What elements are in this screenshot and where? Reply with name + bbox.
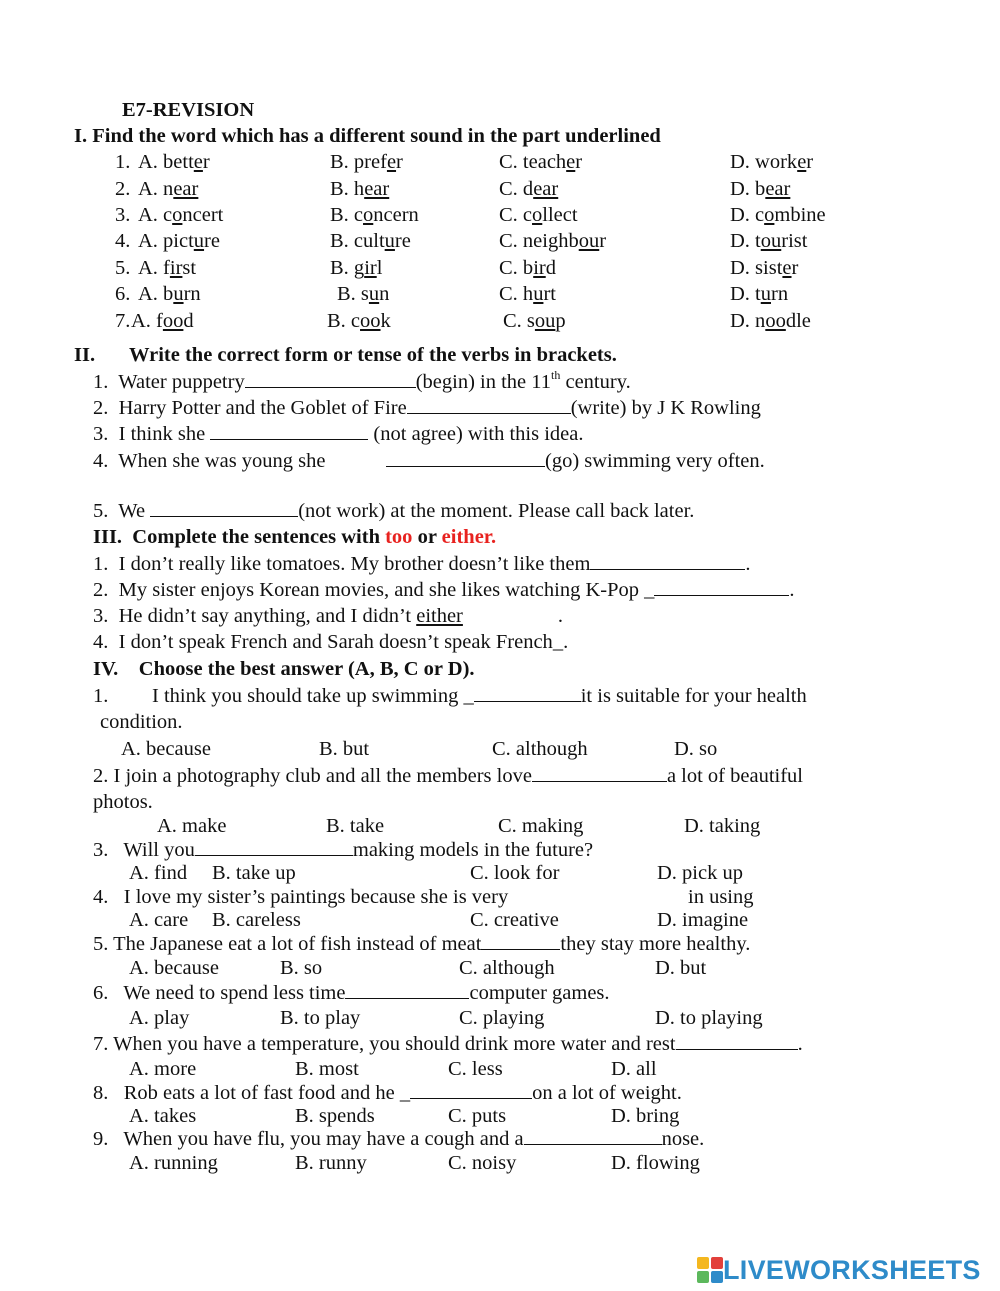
underlined-part: u <box>760 283 771 305</box>
s1-option-c[interactable]: C. hurt <box>499 283 556 305</box>
section-4-heading: IV. Choose the best answer (A, B, C or D). <box>93 658 475 680</box>
s4-q6-option-d[interactable]: D. to playing <box>655 1007 763 1029</box>
s1-option-c[interactable]: C. bird <box>499 257 556 279</box>
s1-option-c[interactable]: C. dear <box>499 178 559 200</box>
s4-q8-option-a[interactable]: A. takes <box>129 1105 197 1127</box>
answer-blank[interactable] <box>386 449 545 467</box>
underlined-part: ir <box>169 257 183 279</box>
s1-option-d[interactable]: D. worker <box>730 151 814 173</box>
s1-option-a[interactable]: A. picture <box>138 230 220 252</box>
s1-row-number: 2. <box>115 178 131 200</box>
underlined-part: u <box>173 283 184 305</box>
underlined-part: ir <box>364 257 377 279</box>
underlined-part: o <box>532 204 543 226</box>
s4-q2-option-d[interactable]: D. taking <box>684 815 761 837</box>
s2-question-1: 1. Water puppetry (begin) in the 11th century. <box>93 368 631 393</box>
answer-blank[interactable] <box>407 396 571 414</box>
s1-option-a[interactable]: A. concert <box>138 204 224 226</box>
s1-row-number: 6. <box>115 283 131 305</box>
s1-option-d[interactable]: D. sister <box>730 257 799 279</box>
s1-option-a[interactable]: A. better <box>138 151 210 173</box>
section-3-heading: III. Complete the sentences with too or either. <box>93 526 497 548</box>
liveworksheets-logo[interactable] <box>697 1255 981 1285</box>
underlined-part: o <box>363 204 374 226</box>
s4-q7-option-c[interactable]: C. less <box>448 1058 503 1080</box>
underlined-part: ou <box>760 230 782 252</box>
s3-question-3: 3. He didn’t say anything, and I didn’t either . <box>93 605 564 627</box>
s1-option-b[interactable]: B. culture <box>330 230 411 252</box>
answer-blank[interactable] <box>481 932 560 950</box>
s4-question-3: 3. Will you making models in the future? <box>93 839 594 861</box>
underlined-part: u <box>384 230 395 252</box>
s4-q1-option-c[interactable]: C. although <box>492 738 588 760</box>
underlined-part: e <box>193 151 203 173</box>
underlined-part: u <box>368 283 380 305</box>
s4-q4-option-a[interactable]: A. care <box>129 909 189 931</box>
s1-option-a[interactable]: A. near <box>138 178 199 200</box>
s4-q9-option-d[interactable]: D. flowing <box>611 1152 700 1174</box>
s1-option-c[interactable]: C. teacher <box>499 151 583 173</box>
s1-option-b[interactable]: B. sun <box>337 283 390 305</box>
underlined-part: e <box>797 151 807 173</box>
answer-blank[interactable] <box>150 499 298 517</box>
underlined-part: o <box>172 204 183 226</box>
s4-q8-option-b[interactable]: B. spends <box>295 1105 375 1127</box>
s4-q4-option-b[interactable]: B. careless <box>212 909 301 931</box>
s4-q9-option-c[interactable]: C. noisy <box>448 1152 517 1174</box>
answer-blank[interactable] <box>195 838 353 856</box>
s1-option-c[interactable]: C. collect <box>499 204 578 226</box>
underlined-part: e <box>566 151 576 173</box>
s1-option-d[interactable]: D. combine <box>730 204 826 226</box>
underlined-part: oo <box>162 310 184 332</box>
s2-question-4: 4. When she was young she <box>93 450 326 472</box>
answer-blank[interactable] <box>410 1081 532 1099</box>
s4-q9-option-b[interactable]: B. runny <box>295 1152 367 1174</box>
underlined-part: o <box>764 204 775 226</box>
s3-question-4: 4. I don’t speak French and Sarah doesn’t speak French_. <box>93 631 569 653</box>
underlined-part: ou <box>534 310 556 332</box>
underlined-part: ear <box>364 178 390 200</box>
underlined-part: e <box>386 151 397 173</box>
s4-q9-option-a[interactable]: A. running <box>129 1152 218 1174</box>
section-2-number: II. <box>74 344 96 366</box>
s4-q2-option-c[interactable]: C. making <box>498 815 584 837</box>
s2-question-4-tail: (go) swimming very often. <box>386 449 765 473</box>
s2-question-2: 2. Harry Potter and the Goblet of Fire (write) by J K Rowling <box>93 397 761 419</box>
s4-q1-option-a[interactable]: A. because <box>121 738 211 760</box>
underlined-part: ear <box>533 178 559 200</box>
s4-q7-option-a[interactable]: A. more <box>129 1058 197 1080</box>
s1-row-number: 5. <box>115 257 131 279</box>
s4-q3-option-d[interactable]: D. pick up <box>657 862 743 884</box>
s1-option-b[interactable]: B. concern <box>330 204 419 226</box>
s4-question-2-cont: photos. <box>93 791 153 813</box>
s4-question-4-tail: in using <box>688 886 754 908</box>
s1-row-number: 4. <box>115 230 131 252</box>
s4-q1-number: 1. <box>93 685 109 707</box>
s4-q1-option-b[interactable]: B. but <box>319 738 370 760</box>
answer-blank[interactable] <box>474 684 581 702</box>
s4-q5-option-b[interactable]: B. so <box>280 957 323 979</box>
underlined-part: oo <box>765 310 786 332</box>
answer-blank[interactable] <box>676 1032 798 1050</box>
s4-question-2: 2. I join a photography club and all the members love a lot of beautiful <box>93 765 803 787</box>
underlined-part: ear <box>765 178 791 200</box>
s1-option-b[interactable]: B. hear <box>330 178 390 200</box>
s1-option-a[interactable]: A. food <box>131 310 194 332</box>
liveworksheets-logo-icon <box>697 1257 723 1283</box>
s4-question-5: 5. The Japanese eat a lot of fish instead of meat they stay more healthy. <box>93 933 751 955</box>
s2-question-5: 5. We (not work) at the moment. Please call back later. <box>93 500 695 522</box>
s1-row-number: 7. <box>115 310 131 332</box>
s4-q6-option-b[interactable]: B. to play <box>280 1007 361 1029</box>
s4-q8-option-c[interactable]: C. puts <box>448 1105 507 1127</box>
s4-q5-option-d[interactable]: D. but <box>655 957 707 979</box>
section-1-heading: I. Find the word which has a different sound in the part underlined <box>74 125 661 147</box>
s1-option-a[interactable]: A. burn <box>138 283 201 305</box>
answer-blank[interactable] <box>532 764 667 782</box>
s4-q6-option-a[interactable]: A. play <box>129 1007 190 1029</box>
underlined-part: ir <box>533 257 546 279</box>
logo-wordmark: LIVEWORKSHEETS <box>723 1254 981 1285</box>
answer-blank[interactable] <box>210 422 368 440</box>
underlined-part: u <box>533 283 544 305</box>
s4-question-6: 6. We need to spend less time computer games. <box>93 982 610 1004</box>
s4-question-4: 4. I love my sister’s paintings because she is very <box>93 886 509 908</box>
s1-option-d[interactable]: D. tourist <box>730 230 808 252</box>
s1-option-a[interactable]: A. first <box>138 257 197 279</box>
s1-option-c[interactable]: C. soup <box>503 310 566 332</box>
underlined-part: e <box>782 257 792 279</box>
s1-option-c[interactable]: C. neighbour <box>499 230 607 252</box>
section-2-heading: Write the correct form or tense of the verbs in brackets. <box>129 344 617 366</box>
s4-q5-option-c[interactable]: C. although <box>459 957 555 979</box>
s4-question-7: 7. When you have a temperature, you should drink more water and rest . <box>93 1033 803 1055</box>
s1-option-d[interactable]: D. turn <box>730 283 789 305</box>
s4-q2-option-a[interactable]: A. make <box>157 815 227 837</box>
s4-q7-option-b[interactable]: B. most <box>295 1058 359 1080</box>
s1-row-number: 3. <box>115 204 131 226</box>
s1-option-b[interactable]: B. cook <box>327 310 391 332</box>
s4-q7-option-d[interactable]: D. all <box>611 1058 657 1080</box>
s3-question-2: 2. My sister enjoys Korean movies, and she likes watching K-Pop _ . <box>93 579 795 601</box>
answer-blank[interactable] <box>524 1127 662 1145</box>
answer-blank-filled[interactable]: either <box>416 605 463 627</box>
page-title: E7-REVISION <box>122 99 255 121</box>
s2-question-3: 3. I think she (not agree) with this idea. <box>93 423 584 445</box>
s1-option-b[interactable]: B. prefer <box>330 151 403 173</box>
s4-q4-option-d[interactable]: D. imagine <box>657 909 749 931</box>
s1-option-d[interactable]: D. noodle <box>730 310 811 332</box>
s4-q3-option-c[interactable]: C. look for <box>470 862 560 884</box>
underlined-part: oo <box>360 310 381 332</box>
underlined-part: u <box>193 230 205 252</box>
s4-question-9: 9. When you have flu, you may have a cough and a nose. <box>93 1128 705 1150</box>
s1-row-number: 1. <box>115 151 131 173</box>
underlined-part: ear <box>173 178 199 200</box>
s4-q6-option-c[interactable]: C. playing <box>459 1007 545 1029</box>
s4-q3-option-a[interactable]: A. find <box>129 862 188 884</box>
s4-q3-option-b[interactable]: B. take up <box>212 862 296 884</box>
answer-blank[interactable] <box>654 578 789 596</box>
s4-q2-option-b[interactable]: B. take <box>326 815 385 837</box>
s4-q8-option-d[interactable]: D. bring <box>611 1105 680 1127</box>
s4-question-1: I think you should take up swimming _ it is suitable for your health <box>152 685 807 707</box>
s4-question-8: 8. Rob eats a lot of fast food and he _ on a lot of weight. <box>93 1082 682 1104</box>
underlined-part: ou <box>578 230 600 252</box>
s1-option-b[interactable]: B. girl <box>330 257 383 279</box>
s4-question-1-cont: condition. <box>100 711 183 733</box>
s4-q1-option-d[interactable]: D. so <box>674 738 718 760</box>
s4-q4-option-c[interactable]: C. creative <box>470 909 559 931</box>
answer-blank[interactable] <box>590 552 745 570</box>
answer-blank[interactable] <box>345 981 469 999</box>
s4-q5-option-a[interactable]: A. because <box>129 957 219 979</box>
answer-blank[interactable] <box>245 370 416 388</box>
s3-question-1: 1. I don’t really like tomatoes. My brother doesn’t like them . <box>93 553 751 575</box>
s1-option-d[interactable]: D. bear <box>730 178 791 200</box>
